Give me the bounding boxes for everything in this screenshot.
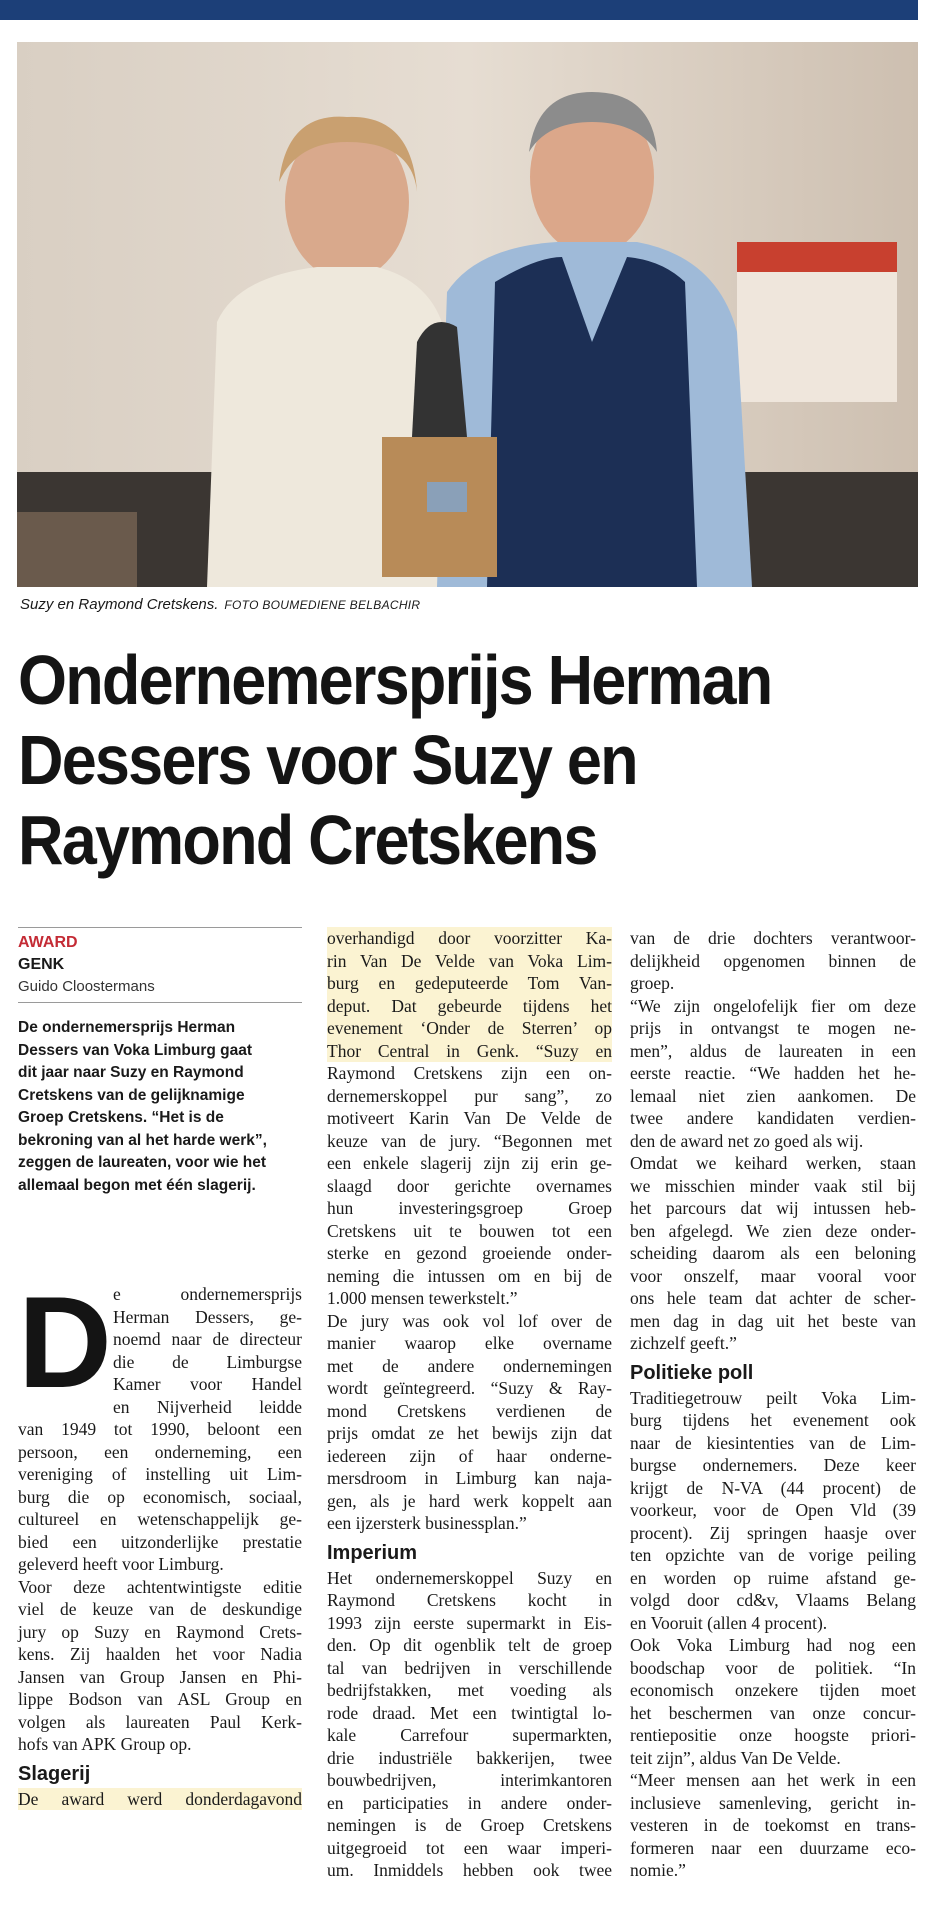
body-line: den de award net zo goed als wij. [630, 1130, 864, 1151]
body-line: “Meer mensen aan het werk in een [630, 1770, 916, 1790]
headline [18, 640, 828, 880]
body-line: Raymond Cretskens zijn een on- [327, 1063, 612, 1083]
body-line: drie industriële bakkerijen, twee [327, 1747, 612, 1768]
body-line: Ook Voka Limburg had nog een [630, 1635, 916, 1655]
body-line: een enkele slagerij zijn zij erin ge- [327, 1153, 612, 1173]
body-line: kale Carrefour supermarkten, [327, 1725, 612, 1745]
body-line: delijkheid opgenomen binnen de [630, 950, 916, 971]
body-line: die de Limburgse [113, 1351, 302, 1372]
body-line: “We zijn ongelofelijk fier om deze [630, 995, 916, 1016]
body-line: cultureel en wetenschappelijk ge- [18, 1509, 302, 1529]
dropcap: D [18, 1269, 112, 1415]
photo-credit: FOTO BOUMEDIENE BELBACHIR [224, 598, 421, 612]
body-line: dernemerskoppel pur sang”, zo [327, 1085, 612, 1106]
body-line: ten opzichte van de vorige peiling [630, 1545, 916, 1565]
top-color-bar [0, 0, 918, 20]
body-line: evenement ‘Onder de Sterren’ op [327, 1018, 612, 1038]
body-line: nomie.” [630, 1860, 686, 1880]
body-line: burg en gedeputeerde Tom Van- [327, 973, 612, 993]
body-line: Omdat we keihard werken, staan [630, 1153, 916, 1173]
lead-line: allemaal begon met één slagerij. [18, 1176, 256, 1194]
lead-line: De ondernemersprijs Herman [18, 1019, 236, 1036]
body-line: een ijzersterk businessplan.” [327, 1513, 527, 1533]
body-line: Het ondernemerskoppel Suzy en [327, 1567, 612, 1588]
body-line: en Nijverheid leidde [113, 1396, 302, 1417]
body-line: rin Van De Velde van Voka Lim- [327, 950, 612, 971]
headline-line: Raymond Cretskens [18, 801, 597, 879]
body-line: burg die op economisch, sociaal, [18, 1486, 302, 1507]
body-line: scheiding daarom als een beloning [630, 1243, 916, 1263]
body-line: De jury was ook vol lof over de [327, 1310, 612, 1331]
body-line: lemaal niet zien aankomen. De [630, 1085, 916, 1106]
lead-line: Cretskens van de gelijknamige [18, 1086, 245, 1104]
body-line: burgse ondernemers. Deze keer [630, 1455, 916, 1475]
body-line: geleverd heeft voor Limburg. [18, 1554, 224, 1574]
body-line: e ondernemersprijs [113, 1284, 302, 1304]
body-line: Jansen van Group Jansen en Phi- [18, 1666, 302, 1687]
body-line: overhandigd door voorzitter Ka- [327, 928, 612, 948]
body-line: zichzelf geeft.” [630, 1333, 737, 1353]
body-line: bied een uitzonderlijke prestatie [18, 1531, 302, 1552]
body-line: ons hele team dat achter de scher- [630, 1288, 916, 1308]
lead-paragraph [18, 1017, 302, 1197]
headline-line: Ondernemersprijs Herman [18, 641, 772, 719]
kicker: AWARD [18, 934, 78, 951]
body-line: noemd naar de directeur [113, 1329, 302, 1349]
body-line: volgen als laureaten Paul Kerk- [18, 1711, 302, 1732]
body-line: manier waarop elke overname [327, 1333, 612, 1353]
lead-line: Dessers van Voka Limburg gaat [18, 1041, 253, 1059]
body-line: rentiepositie onze hoogste priori- [630, 1725, 916, 1745]
body-line: vereniging of instelling uit Lim- [18, 1464, 302, 1484]
body-line: economisch onzekere tijden moet [630, 1680, 916, 1700]
headline-line: Dessers voor Suzy en [18, 721, 637, 799]
body-line: Herman Dessers, ge- [113, 1306, 302, 1327]
body-line: keuze van de jury. “Begonnen met [327, 1130, 612, 1151]
body-line: men dag in dag uit het beste van [630, 1310, 916, 1331]
body-line: persoon, een onderneming, een [18, 1441, 302, 1462]
body-line: naar de kiesintenties van de Lim- [630, 1432, 916, 1453]
lead-line: bekroning van al het harde werk”, [18, 1131, 267, 1149]
body-line: twee andere kandidaten verdien- [630, 1108, 916, 1128]
body-line: bedrijfstakken, met voeding als [327, 1680, 612, 1700]
body-line: men”, aldus de laureaten in een [630, 1040, 916, 1061]
body-line: voorkeur, voor de Open Vld (39 [630, 1500, 916, 1520]
body-line: met de andere ondernemingen [327, 1355, 612, 1376]
body-line: gen, als je hard werk koppelt aan [327, 1490, 612, 1511]
body-line: vesteren in de toekomst en trans- [630, 1815, 916, 1835]
body-line: volgd door cd&v, Vlaams Belang [630, 1590, 916, 1610]
body-line: deput. Dat gebeurde tijdens het [327, 995, 612, 1016]
body-line: en worden op ruime afstand ge- [630, 1567, 916, 1588]
body-line: Kamer voor Handel [113, 1374, 302, 1394]
body-line: voor onszelf, maar vooral voor [630, 1265, 916, 1286]
body-line: van de drie dochters verantwoor- [630, 928, 916, 948]
body-line: Voor deze achtentwintigste editie [18, 1576, 302, 1597]
body-line: bouwbedrijven, interimkantoren [327, 1770, 612, 1790]
lead-line: zeggen de laureaten, voor wie het [18, 1154, 267, 1171]
body-line: prijs in ontvangst te mogen ne- [630, 1018, 916, 1038]
body-line: het beschermen van onze concur- [630, 1702, 916, 1723]
body-line: viel de keuze van de deskundige [18, 1599, 302, 1619]
body-line: eerste reactie. “We hadden het he- [630, 1063, 916, 1083]
body-line: burg tijdens het evenement ook [630, 1410, 916, 1430]
body-line: Traditiegetrouw peilt Voka Lim- [630, 1387, 916, 1408]
body-line: den. Op dit ogenblik telt de groep [327, 1635, 612, 1655]
body-line: mersdroom in Limburg kan naja- [327, 1468, 612, 1488]
body-line: wordt geïntegreerd. “Suzy & Ray- [327, 1378, 612, 1398]
body-line: kens. Zij haalden het voor Nadia [18, 1644, 302, 1664]
body-line: slaagd door gerichte overnames [327, 1175, 612, 1196]
photo-caption [20, 596, 920, 613]
body-line: en participaties in andere onder- [327, 1792, 612, 1813]
body-line: inclusieve samenleving, gericht in- [630, 1792, 916, 1813]
body-line: mond Cretskens verdienen de [327, 1400, 612, 1421]
body-line: neming die intussen om en bij de [327, 1265, 612, 1286]
body-line: Raymond Cretskens kocht in [327, 1590, 612, 1610]
lead-line: Groep Cretskens. “Het is de [18, 1109, 224, 1126]
body-line: lippe Bodson van ASL Group en [18, 1689, 302, 1709]
body-line: procent). Zij springen haasje over [630, 1522, 916, 1543]
body-line: rode draad. Met een twintigtal lo- [327, 1702, 612, 1723]
body-line: uitgegroeid tot een waar imperi- [327, 1837, 612, 1858]
body-line: 1.000 mensen tewerkstelt.” [327, 1288, 518, 1308]
body-line: 1993 zijn eerste supermarkt in Eis- [327, 1612, 612, 1633]
body-line: boodschap voor de politiek. “In [630, 1657, 916, 1678]
divider [18, 1002, 302, 1003]
column-3 [630, 927, 916, 1882]
lead-line: dit jaar naar Suzy en Raymond [18, 1064, 244, 1081]
body-line: teit zijn”, aldus Van De Velde. [630, 1747, 841, 1768]
column-1 [18, 927, 302, 1810]
body-line: prijs omdat ze het bewijs zijn dat [327, 1423, 612, 1443]
body-line: Cretskens uit te bouwen tot een [327, 1220, 612, 1241]
body-line: De award werd donderdagavond [18, 1788, 302, 1809]
body-line: en Vooruit (allen 4 procent). [630, 1612, 828, 1633]
body-line: ben afgelegd. We zien deze onder- [630, 1220, 916, 1241]
body-line: hun investeringsgroep Groep [327, 1198, 612, 1218]
divider [18, 927, 302, 928]
body-line: formeren naar een duurzame eco- [630, 1837, 916, 1858]
body-line: um. Inmiddels hebben ook twee [327, 1860, 612, 1880]
author: Guido Cloostermans [18, 978, 155, 995]
location: GENK [18, 956, 65, 973]
body-line: van 1949 tot 1990, beloont een [18, 1419, 302, 1439]
body-line: motiveert Karin Van De Velde de [327, 1108, 612, 1128]
subhead-politieke-poll: Politieke poll [630, 1361, 754, 1384]
body-line: Thor Central in Genk. “Suzy en [327, 1040, 612, 1061]
subhead-slagerij: Slagerij [18, 1762, 91, 1785]
body-line: jury op Suzy en Raymond Crets- [18, 1621, 302, 1642]
column-2 [327, 927, 612, 1882]
body-line: iedereen zijn of haar onderne- [327, 1445, 612, 1466]
body-line: krijgt de N-VA (44 procent) de [630, 1477, 916, 1498]
body-line: hofs van APK Group op. [18, 1734, 192, 1754]
body-line: nemingen is de Groep Cretskens [327, 1815, 612, 1835]
body-line: het parcours dat wij intussen heb- [630, 1198, 916, 1218]
body-line: groep. [630, 973, 675, 993]
subhead-imperium: Imperium [327, 1541, 418, 1564]
body-line: we misschien minder vaak stil bij [630, 1175, 916, 1196]
body-column-1 [18, 1269, 302, 1810]
body-line: tal van bedrijven in verschillende [327, 1657, 612, 1678]
caption-text: Suzy en Raymond Cretskens. [20, 596, 219, 613]
article-photo [17, 42, 918, 587]
body-line: sterke en gezond groeiende onder- [327, 1243, 612, 1263]
